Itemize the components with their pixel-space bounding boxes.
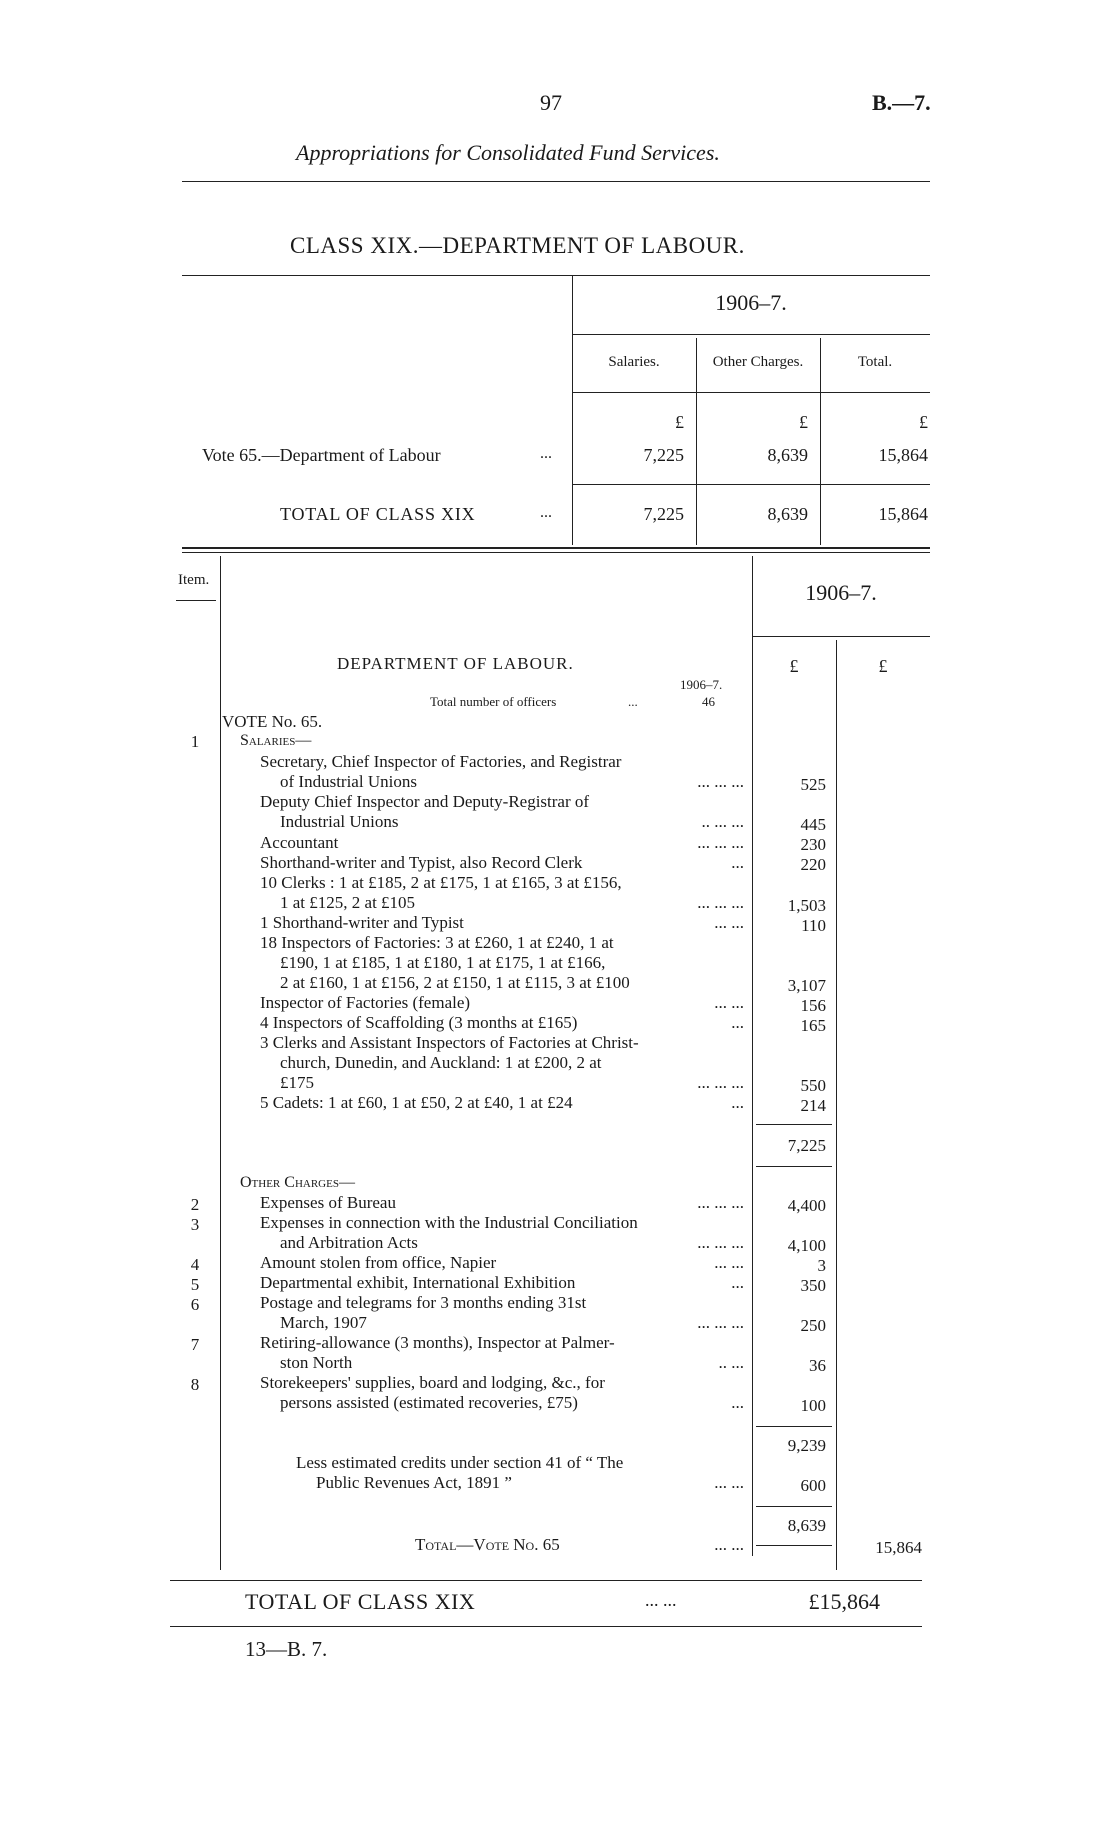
charge-row — [280, 1233, 744, 1253]
charge-line: Storekeepers' supplies, board and lodging, &c., for — [260, 1373, 605, 1392]
salary-amount: 1,503 — [787, 896, 826, 915]
salary-line: 4 Inspectors of Scaffolding (3 months at £165) — [260, 1013, 578, 1032]
less-credits-row — [296, 1453, 744, 1473]
item-number: 2 — [190, 1195, 200, 1214]
salary-row — [260, 933, 744, 953]
salaries-total: 7,225 — [787, 1136, 826, 1155]
salary-row — [260, 1033, 744, 1053]
charge-line: Expenses in connection with the Industrial Conciliation — [260, 1213, 638, 1232]
charge-row — [280, 1393, 744, 1413]
salary-line: Shorthand-writer and Typist, also Record Clerk — [260, 853, 583, 872]
charge-line: and Arbitration Acts — [280, 1233, 418, 1252]
detail-currency-2: £ — [878, 656, 888, 676]
charge-dots: ... — [731, 1393, 744, 1412]
grand-total-dots: ... ... — [645, 1590, 677, 1610]
charge-dots: ... ... — [714, 1253, 744, 1272]
other-subtotal: 9,239 — [787, 1436, 826, 1455]
department-heading: DEPARTMENT OF LABOUR. — [337, 654, 574, 673]
salaries-subtotal-rule — [756, 1124, 832, 1125]
summary-total-salaries: 7,225 — [643, 504, 684, 524]
charge-row — [280, 1353, 744, 1373]
charge-row — [260, 1213, 744, 1233]
summary-col-other: Other Charges. — [712, 354, 804, 370]
officers-dots: ... — [628, 694, 638, 709]
salary-row — [280, 812, 744, 832]
charge-amount: 100 — [800, 1396, 826, 1415]
charge-line: ston North — [280, 1353, 353, 1372]
detail-year-rule — [752, 636, 930, 637]
summary-currency-3: £ — [919, 412, 928, 432]
charge-row — [260, 1333, 744, 1353]
summary-colhead-rule — [572, 392, 930, 393]
detail-item-header-rule — [176, 600, 216, 601]
summary-currency-1: £ — [675, 412, 684, 432]
item-number: 5 — [190, 1275, 200, 1294]
charge-dots: ... ... ... — [697, 1233, 744, 1252]
salary-line: 1 at £125, 2 at £105 — [280, 893, 416, 912]
summary-bottom-rule-1 — [182, 547, 930, 549]
summary-col-total: Total. — [857, 354, 893, 370]
salary-line: £190, 1 at £185, 1 at £180, 1 at £175, 1 at £166, — [280, 953, 606, 972]
summary-total-dots: ... — [540, 504, 552, 521]
salary-line: church, Dunedin, and Auckland: 1 at £200, 2 at — [280, 1053, 602, 1072]
header-rule — [182, 181, 930, 182]
salary-dots: ... ... ... — [697, 1073, 744, 1092]
officers-count: 46 — [702, 694, 715, 709]
charge-row — [260, 1253, 744, 1273]
salary-amount: 156 — [800, 996, 826, 1015]
vote-total-amount: 15,864 — [875, 1538, 922, 1557]
footer-ref: 13—B. 7. — [245, 1637, 328, 1661]
charge-row — [260, 1193, 744, 1213]
officers-label: Total number of officers — [430, 694, 557, 709]
grand-total-rule-top — [170, 1580, 922, 1581]
summary-vote-label: Vote 65.—Department of Labour — [202, 445, 441, 465]
less-credits-row — [316, 1473, 744, 1493]
salary-amount: 445 — [800, 815, 826, 834]
other-total-rule-bottom — [756, 1545, 832, 1546]
summary-col-salaries: Salaries. — [608, 354, 660, 370]
charge-row — [280, 1313, 744, 1333]
salary-dots: ... ... — [714, 993, 744, 1012]
other-charges-heading: Other Charges— — [240, 1174, 355, 1191]
charge-row — [260, 1273, 744, 1293]
salary-row — [260, 873, 744, 893]
salary-line: 3 Clerks and Assistant Inspectors of Factories at Christ- — [260, 1033, 639, 1052]
summary-year: 1906–7. — [715, 290, 787, 315]
charge-dots: ... ... ... — [697, 1193, 744, 1212]
charge-dots: ... ... ... — [697, 1313, 744, 1332]
salary-row — [260, 792, 744, 812]
grand-total-rule-bottom — [170, 1626, 922, 1627]
salary-amount: 220 — [800, 855, 826, 874]
salary-dots: ... ... — [714, 913, 744, 932]
summary-currency-2: £ — [799, 412, 808, 432]
other-total: 8,639 — [787, 1516, 826, 1535]
salary-line: £175 — [280, 1073, 314, 1092]
charge-line: Expenses of Bureau — [260, 1193, 396, 1212]
salary-dots: ... — [731, 853, 744, 872]
summary-vote-dots: ... — [540, 445, 552, 462]
grand-total-label: TOTAL OF CLASS XIX — [245, 1589, 476, 1614]
vote-total-dots: ... ... — [714, 1535, 744, 1554]
charge-amount: 4,400 — [787, 1196, 826, 1215]
summary-total-other: 8,639 — [767, 504, 808, 524]
charge-row — [260, 1373, 744, 1393]
detail-col-divider-2 — [836, 640, 837, 1570]
other-subtotal-rule — [756, 1426, 832, 1427]
salary-line: 18 Inspectors of Factories: 3 at £260, 1 at £240, 1 at — [260, 933, 614, 952]
charge-amount: 4,100 — [787, 1236, 826, 1255]
summary-total-total: 15,864 — [878, 504, 928, 524]
charge-row — [260, 1293, 744, 1313]
detail-year: 1906–7. — [805, 580, 877, 605]
item-number: 6 — [190, 1295, 200, 1314]
salary-amount: 230 — [800, 835, 826, 854]
salary-row — [280, 893, 744, 913]
salary-dots: ... ... ... — [697, 772, 744, 791]
summary-year-rule — [572, 334, 930, 335]
officers-year: 1906–7. — [680, 677, 723, 692]
item-number: 8 — [190, 1375, 200, 1394]
salary-row — [260, 993, 744, 1013]
salary-line: Accountant — [260, 833, 339, 852]
detail-item-divider — [220, 556, 221, 1570]
charge-dots: ... — [731, 1273, 744, 1292]
summary-vote-rule-3 — [820, 484, 930, 485]
salary-line: Deputy Chief Inspector and Deputy-Registrar of — [260, 792, 590, 811]
summary-top-rule — [182, 275, 930, 276]
document-ref: B.—7. — [872, 90, 931, 115]
summary-bottom-rule-2 — [182, 552, 930, 553]
salary-row — [280, 973, 744, 993]
summary-vote-total: 15,864 — [878, 445, 928, 465]
vote-total-row — [415, 1535, 744, 1555]
charge-amount: 350 — [800, 1276, 826, 1295]
salary-dots: .. ... ... — [701, 812, 744, 831]
salary-amount: 110 — [801, 916, 826, 935]
summary-vote-other: 8,639 — [767, 445, 808, 465]
salary-row — [260, 913, 744, 933]
charge-line: Retiring-allowance (3 months), Inspector at Palmer- — [260, 1333, 615, 1352]
salary-line: 2 at £160, 1 at £156, 2 at £150, 1 at £115, 3 at £100 — [280, 973, 630, 992]
running-title: Appropriations for Consolidated Fund Services. — [296, 140, 720, 165]
charge-amount: 3 — [817, 1256, 826, 1275]
charge-line: March, 1907 — [280, 1313, 367, 1332]
summary-vote-rule-1 — [572, 484, 696, 485]
salaries-heading: Salaries— — [240, 732, 312, 749]
other-total-rule-top — [756, 1506, 832, 1507]
charge-dots: .. ... — [718, 1353, 744, 1372]
salary-amount: 214 — [800, 1096, 826, 1115]
salary-line: Secretary, Chief Inspector of Factories, and Registrar — [260, 752, 622, 771]
less-credits-dots: ... ... — [714, 1473, 744, 1492]
salary-row — [280, 953, 744, 973]
salary-row — [280, 772, 744, 792]
class-title: CLASS XIX.—DEPARTMENT OF LABOUR. — [290, 233, 745, 258]
salary-row — [260, 833, 744, 853]
salary-line: 5 Cadets: 1 at £60, 1 at £50, 2 at £40, 1 at £24 — [260, 1093, 573, 1112]
salary-dots: ... ... ... — [697, 893, 744, 912]
charge-line: Postage and telegrams for 3 months ending 31st — [260, 1293, 587, 1312]
charge-line: persons assisted (estimated recoveries, £75) — [280, 1393, 578, 1412]
salary-amount: 3,107 — [787, 976, 826, 995]
summary-vote-rule-2 — [696, 484, 820, 485]
item-number: 3 — [190, 1215, 200, 1234]
detail-currency-1: £ — [789, 656, 799, 676]
grand-total-amount: £15,864 — [808, 1589, 880, 1614]
vote-heading: VOTE No. 65. — [222, 712, 323, 731]
salary-line: 10 Clerks : 1 at £185, 2 at £175, 1 at £165, 3 at £156, — [260, 873, 622, 892]
salary-line: Industrial Unions — [280, 812, 399, 831]
charge-line: Amount stolen from office, Napier — [260, 1253, 497, 1272]
salary-line: Inspector of Factories (female) — [260, 993, 471, 1012]
salary-row — [280, 1073, 744, 1093]
salary-row — [280, 1053, 744, 1073]
salary-amount: 550 — [800, 1076, 826, 1095]
vote-total-label: Total—Vote No. 65 — [415, 1535, 560, 1554]
summary-total-label: TOTAL OF CLASS XIX — [280, 504, 476, 524]
salaries-total-rule — [756, 1166, 832, 1167]
item-number: 7 — [190, 1335, 200, 1354]
salary-line: of Industrial Unions — [280, 772, 417, 791]
summary-vote-salaries: 7,225 — [643, 445, 684, 465]
salary-row — [260, 1013, 744, 1033]
salary-amount: 165 — [800, 1016, 826, 1035]
salary-row — [260, 1093, 744, 1113]
page-number: 97 — [540, 90, 562, 115]
detail-item-header: Item. — [178, 572, 210, 588]
salary-line: 1 Shorthand-writer and Typist — [260, 913, 464, 932]
less-credits-line: Public Revenues Act, 1891 ” — [316, 1473, 512, 1492]
salary-dots: ... — [731, 1013, 744, 1032]
salary-dots: ... ... ... — [697, 833, 744, 852]
salary-amount: 525 — [800, 775, 826, 794]
less-credits-line: Less estimated credits under section 41 of “ The — [296, 1453, 624, 1472]
salary-row — [260, 853, 744, 873]
item-number: 4 — [190, 1255, 200, 1274]
charge-amount: 250 — [800, 1316, 826, 1335]
salary-dots: ... — [731, 1093, 744, 1112]
charge-amount: 36 — [809, 1356, 826, 1375]
item-number: 1 — [190, 732, 200, 751]
charge-line: Departmental exhibit, International Exhibition — [260, 1273, 576, 1292]
less-credits-amount: 600 — [800, 1476, 826, 1495]
salary-row — [260, 752, 744, 772]
